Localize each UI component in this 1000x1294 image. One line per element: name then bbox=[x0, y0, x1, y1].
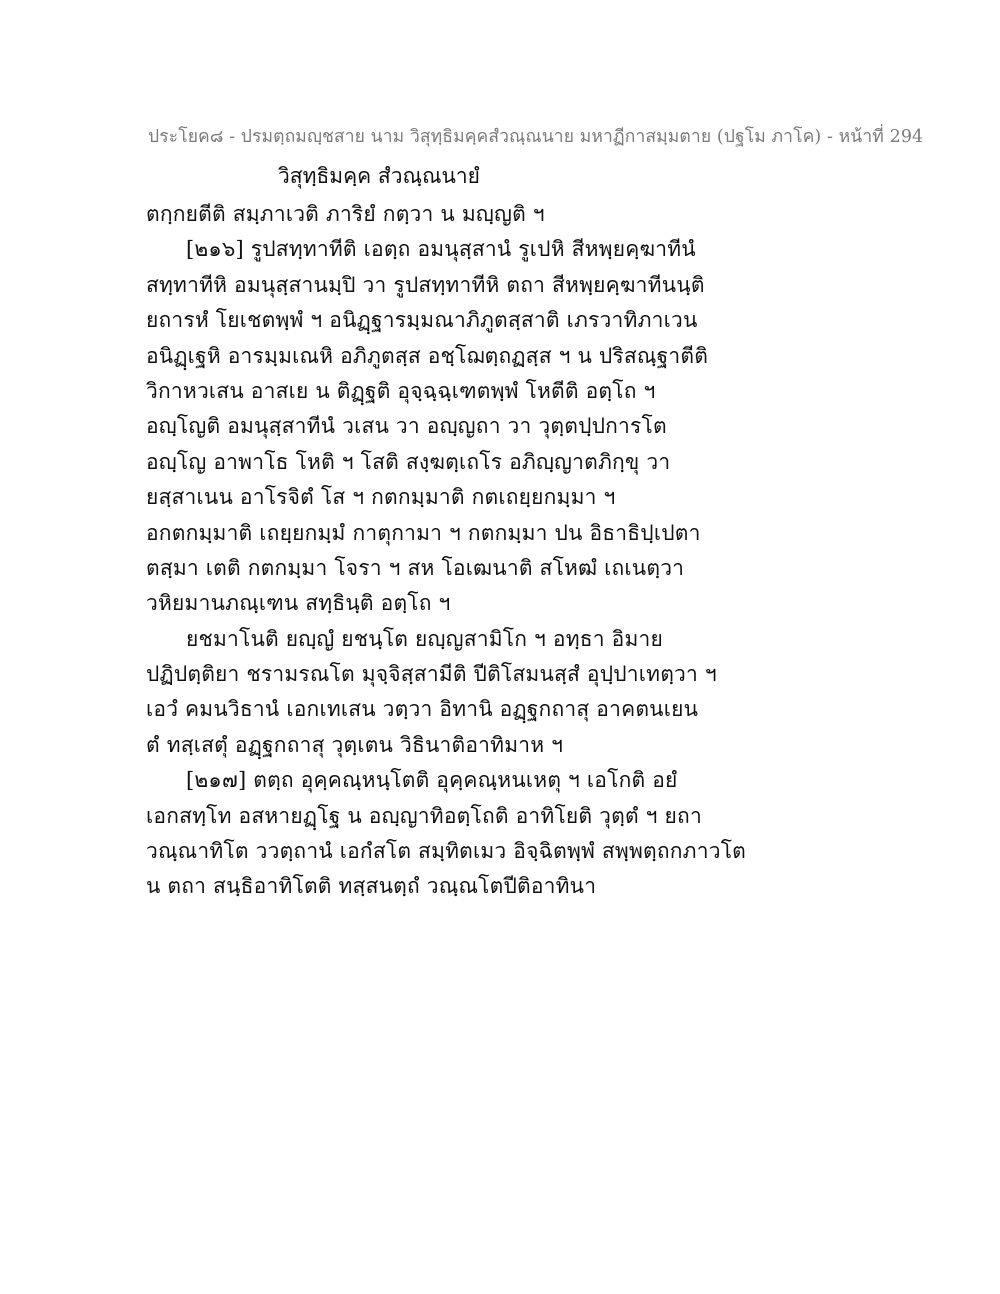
text-line: เอวํ คมนวิธานํ เอกเทเสน วตฺวา อิทานิ อฏฺฐกถาสุ อาคตนเยน bbox=[146, 697, 699, 722]
text-line: ตสฺมา เตติ กตกมฺมา โจรา ฯ สห โอเฒนาติ สโหฒํ เถเนตฺวา bbox=[146, 555, 685, 580]
text-line: ยชมาโนติ ยญฺญํ ยชนฺโต ยญฺญสามิโก ฯ อทฺธา อิมาย bbox=[186, 626, 663, 651]
text-line: น ตถา สนฺธิอาทิโตติ ทสฺสนตฺถํ วณฺณโตปีติอาทินา bbox=[146, 874, 597, 899]
text-line: วหิยมานภณฺเฑน สทฺธินฺติ อตฺโถ ฯ bbox=[146, 591, 451, 616]
text-line: ตํ ทสฺเสตุํ อฏฺฐกถาสุ วุตฺเตน วิธินาติอาทิมาห ฯ bbox=[146, 732, 564, 757]
text-line: ปฏิปตฺติยา ชรามรณโต มุจฺจิสฺสามีติ ปีติโสมนสฺสํ อุปฺปาเทตฺวา ฯ bbox=[146, 662, 717, 687]
running-header: ประโยค๘ - ปรมตฺถมญฺชสาย นาม วิสุทฺธิมคฺคสํวณฺณนาย มหาฏีกาสมฺมตาย (ปฐโม ภาโค) - หน้าที่ 294 bbox=[148, 127, 924, 147]
text-line: ยสฺสาเนน อาโรจิตํ โส ฯ กตกมฺมาติ กตเถยฺยกมฺมา ฯ bbox=[146, 485, 616, 510]
text-line: อญฺโญติ อมนุสฺสาทีนํ วเสน วา อญฺญถา วา วุตฺตปฺปการโต bbox=[146, 414, 667, 439]
text-line: [๒๑๗] ตตฺถ อุคฺคณฺหนฺโตติ อุคฺคณฺหนเหตุ ฯ เอโกติ อยํ bbox=[186, 768, 678, 793]
body-text bbox=[146, 197, 747, 905]
text-line: เอกสทฺโท อสหายฏฺโฐ น อญฺญาทิอตฺโถติ อาทิโยติ วุตฺตํ ฯ ยถา bbox=[146, 803, 702, 828]
text-line: อญฺโญ อาพาโธ โหติ ฯ โสติ สงฺฆตฺเถโร อภิญฺญาตภิกฺขุ วา bbox=[146, 449, 671, 474]
text-line: ยถารหํ โยเชตพฺพํ ฯ อนิฏฺฐารมฺมณาภิภูตสฺสาติ เภรวาทิภาเวน bbox=[146, 308, 698, 333]
book-title: วิสุทฺธิมคฺค สํวณฺณนายํ bbox=[278, 164, 480, 188]
text-line: อกตกมฺมาติ เถยฺยกมฺมํ กาตุกามา ฯ กตกมฺมา ปน อิธาธิปฺเปตา bbox=[146, 520, 701, 545]
text-line: วณฺณาทิโต ววตฺถานํ เอกํสโต สมฺทิตเมว อิจฺฉิตพฺพํ สพฺพตฺถกภาวโต bbox=[146, 839, 747, 864]
text-line: วิกาหวเสน อาสเย น ติฏฺฐติ อุจฺฉฺฉฺเฑตพฺพํ โหตีติ อตฺโถ ฯ bbox=[146, 378, 656, 403]
text-line: อนิฏฺเฐหิ อารมฺมเณหิ อภิภูตสฺส อชฺโฌตฺถฏสฺส ฯ น ปริสณฺฐาตีติ bbox=[146, 343, 709, 368]
text-line: ตกฺกยตีติ สมฺภาเวติ ภาริยํ กตฺวา น มญฺญติ ฯ bbox=[146, 202, 545, 226]
text-line: สทฺทาทีหิ อมนุสฺสานมฺปิ วา รูปสทฺทาทีหิ ตถา สีหพฺยคฺฆาทีนนฺติ bbox=[146, 272, 705, 297]
text-line: [๒๑๖] รูปสทฺทาทีติ เอตฺถ อมนุสฺสานํ รูเปหิ สีหพฺยคฺฆาทีนํ bbox=[186, 237, 696, 262]
